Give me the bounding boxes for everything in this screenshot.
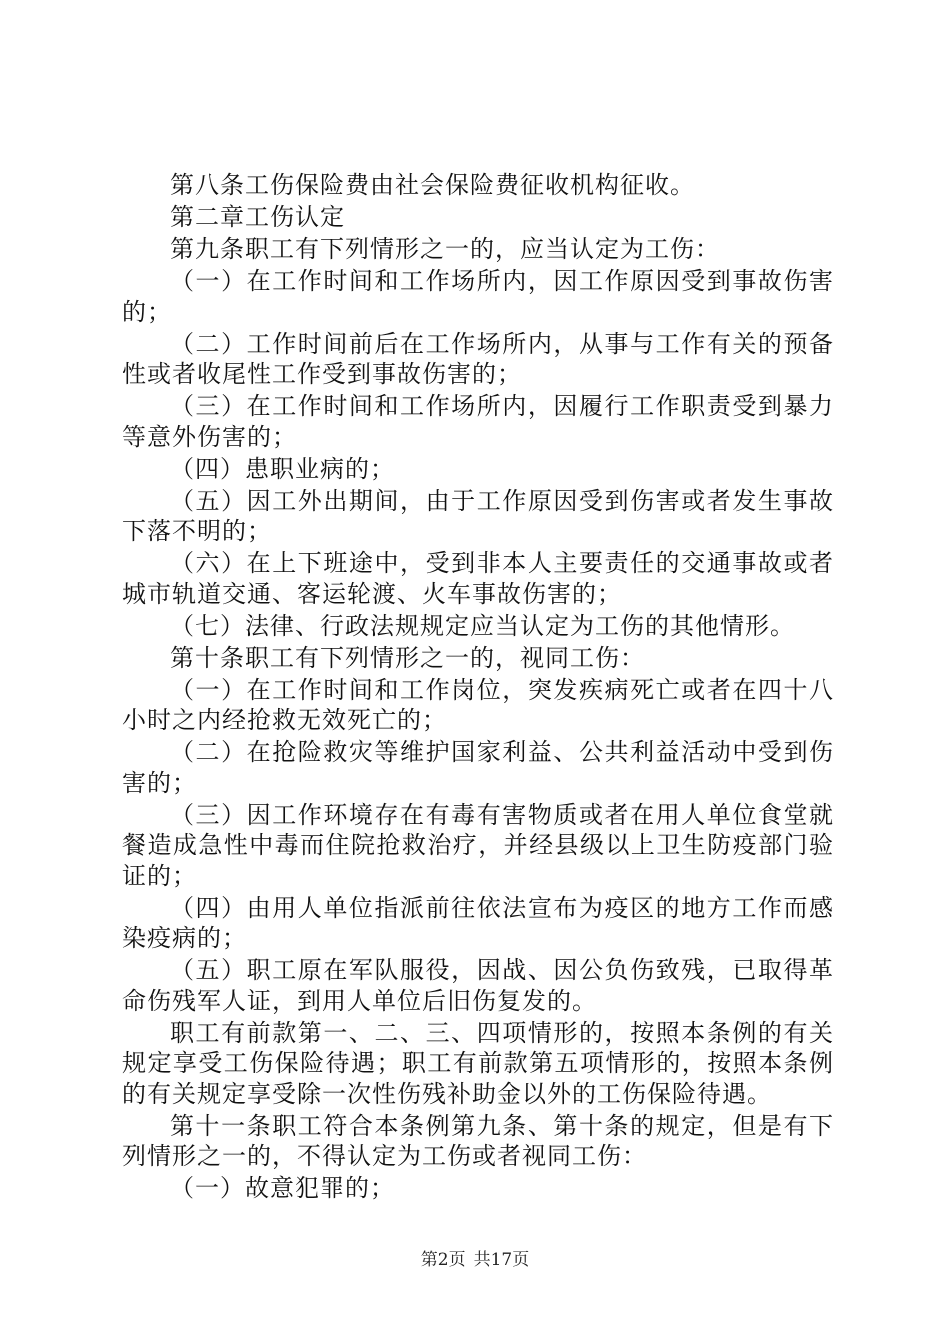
paragraph-article-10-item-3: （三）因工作环境存在有毒有害物质或者在用人单位食堂就餐造成急性中毒而住院抢救治疗，并经县级以上卫生防疫部门验证的； [122,800,834,890]
document-body [122,170,834,1204]
paragraph-chapter-2-heading: 第二章工伤认定 [170,203,345,231]
page-total: 共17页 [473,1250,530,1270]
paragraph-article-10-item-5: （五）职工原在军队服役，因战、因公负伤致残，已取得革命伤残军人证，到用人单位后旧伤复发的。 [122,956,834,1015]
paragraph-article-10: 第十条职工有下列情形之一的，视同工伤： [170,643,645,672]
paragraph-article-10-item-4: （四）由用人单位指派前往依法宣布为疫区的地方工作而感染疫病的； [122,893,834,952]
paragraph-article-9-item-6: （六）在上下班途中，受到非本人主要责任的交通事故或者城市轨道交通、客运轮渡、火车事故伤害的； [122,549,834,608]
paragraph-article-9-item-1: （一）在工作时间和工作场所内，因工作原因受到事故伤害的； [122,267,834,326]
paragraph-article-9-item-5: （五）因工外出期间，由于工作原因受到伤害或者发生事故下落不明的； [122,486,834,545]
paragraph-article-9: 第九条职工有下列情形之一的，应当认定为工伤： [170,235,720,263]
paragraph-article-8: 第八条工伤保险费由社会保险费征收机构征收。 [170,171,695,199]
paragraph-article-9-item-2: （二）工作时间前后在工作场所内，从事与工作有关的预备性或者收尾性工作受到事故伤害的； [122,329,834,388]
paragraph-article-9-item-7: （七）法律、行政法规规定应当认定为工伤的其他情形。 [170,611,795,640]
paragraph-article-10-item-2: （二）在抢险救灾等维护国家利益、公共利益活动中受到伤害的； [122,738,834,797]
paragraph-article-9-item-4: （四）患职业病的； [170,454,395,483]
paragraph-article-11: 第十一条职工符合本条例第九条、第十条的规定，但是有下列情形之一的，不得认定为工伤或者视同工伤： [122,1111,834,1170]
page-footer [0,1249,950,1271]
paragraph-article-11-item-1: （一）故意犯罪的； [170,1174,395,1202]
paragraph-article-10-item-1: （一）在工作时间和工作岗位，突发疾病死亡或者在四十八小时之内经抢救无效死亡的； [122,675,834,734]
paragraph-article-9-item-3: （三）在工作时间和工作场所内，因履行工作职责受到暴力等意外伤害的； [122,392,834,451]
page-number: 第2页 [420,1250,466,1270]
paragraph-article-10-benefits: 职工有前款第一、二、三、四项情形的，按照本条例的有关规定享受工伤保险待遇；职工有前款第五项情形的，按照本条例的有关规定享受除一次性伤残补助金以外的工伤保险待遇。 [122,1018,834,1108]
